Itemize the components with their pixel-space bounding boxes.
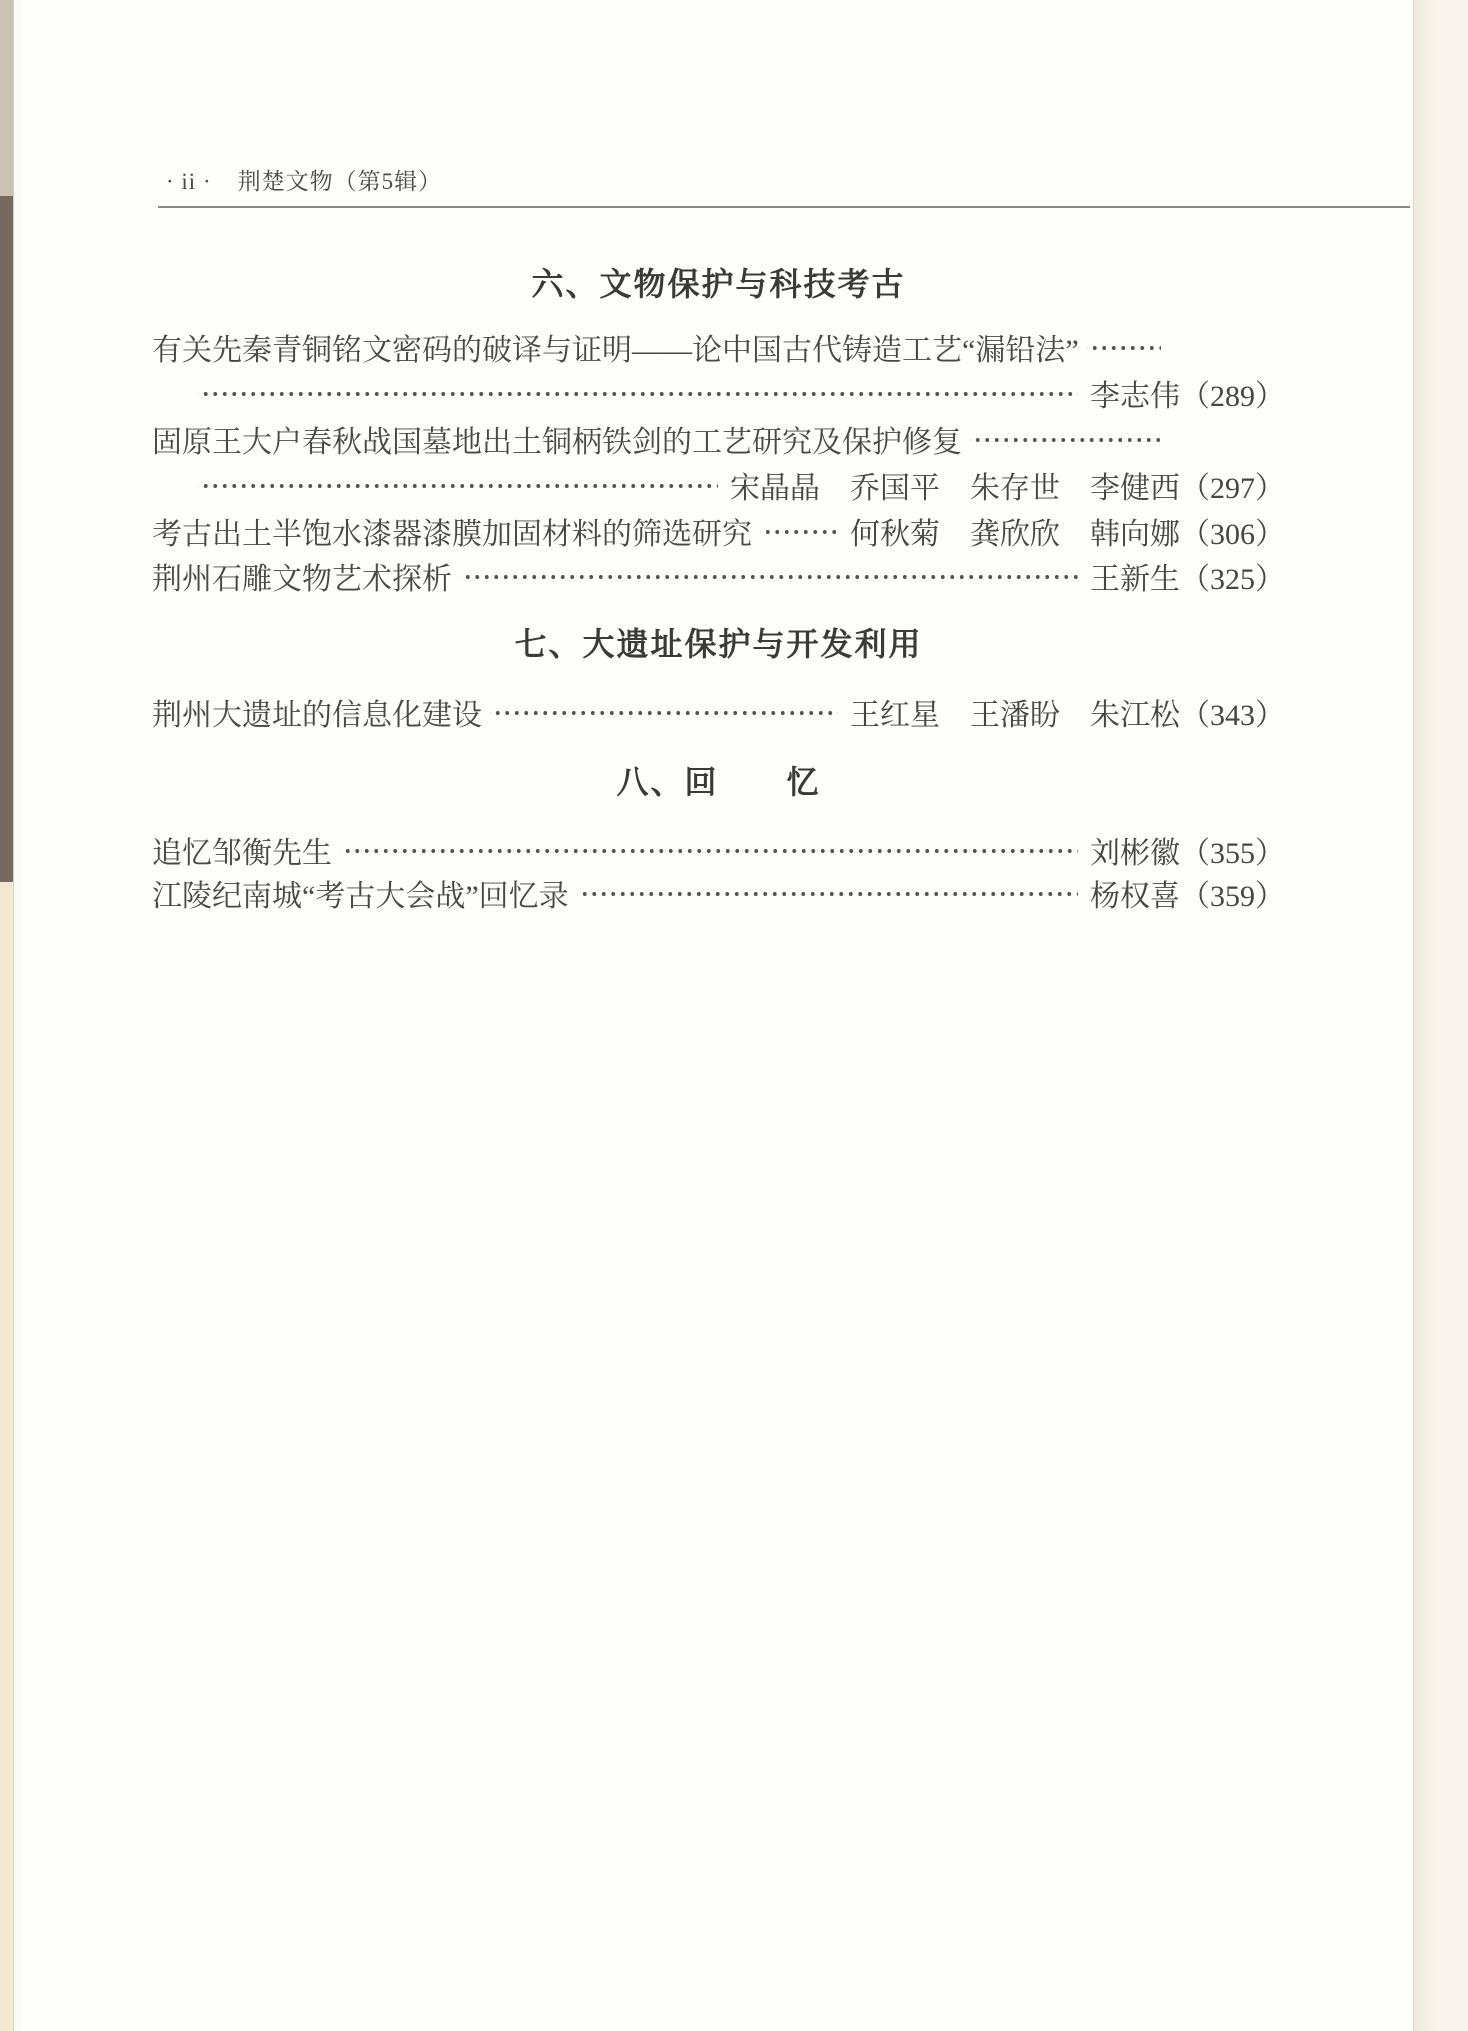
toc-continuation-line	[152, 373, 1285, 413]
toc-entry-title: 荆州石雕文物艺术探析	[152, 563, 452, 596]
toc-entry-page: （343）	[1180, 699, 1285, 732]
toc-entry-line	[152, 556, 1285, 596]
toc-entry-line	[152, 419, 1285, 459]
page-number: · ii ·	[166, 169, 212, 194]
toc-entry-line	[152, 830, 1285, 870]
toc-entry-line	[152, 692, 1285, 732]
leader-dots	[198, 373, 1078, 413]
toc-entry-title: 江陵纪南城“考古大会战”回忆录	[152, 880, 569, 913]
toc-entry-authors: 王新生	[1090, 563, 1180, 596]
toc-entry-title: 追忆邹衡先生	[152, 837, 332, 870]
toc-entry-title: 固原王大户春秋战国墓地出土铜柄铁剑的工艺研究及保护修复	[152, 426, 962, 459]
toc-continuation-line	[152, 465, 1285, 505]
leader-dots	[340, 830, 1078, 870]
section-heading: 六、文物保护与科技考古	[531, 266, 906, 302]
toc-entry-page: （297）	[1180, 472, 1285, 505]
toc-entry-line	[152, 511, 1285, 551]
toc-entry-authors: 杨权喜	[1090, 880, 1180, 913]
right-page-edge	[1413, 0, 1468, 2031]
toc-entry-line	[152, 327, 1285, 367]
leader-dots	[760, 511, 838, 551]
toc-entry-authors: 王红星 王潘盼 朱江松	[850, 699, 1180, 732]
toc-entry-authors: 刘彬徽	[1090, 837, 1180, 870]
toc-entry-page: （325）	[1180, 563, 1285, 596]
leader-dots	[970, 419, 1160, 459]
toc-entry-page: （289）	[1180, 380, 1285, 413]
book-gutter-strip-top	[0, 0, 13, 196]
toc-entry-authors: 李志伟	[1090, 380, 1180, 413]
toc-entry-authors: 宋晶晶 乔国平 朱存世 李健西	[730, 472, 1180, 505]
leader-dots	[490, 692, 838, 732]
toc-entry-authors: 何秋菊 龚欣欣 韩向娜	[850, 518, 1180, 551]
leader-dots	[577, 873, 1078, 913]
book-title: 荆楚文物（第5辑）	[237, 169, 443, 194]
book-gutter-strip-middle	[0, 196, 13, 882]
toc-entry-title: 有关先秦青铜铭文密码的破译与证明——论中国古代铸造工艺“漏铅法”	[152, 334, 1079, 367]
toc-entry-page: （359）	[1180, 880, 1285, 913]
leader-dots	[198, 465, 718, 505]
toc-entry-page: （355）	[1180, 837, 1285, 870]
toc-entry-page: （306）	[1180, 518, 1285, 551]
book-gutter-strip-bottom	[0, 882, 13, 2031]
leader-dots	[460, 556, 1078, 596]
page-header	[166, 163, 442, 196]
header-rule	[158, 206, 1410, 208]
toc-entry-line	[152, 873, 1285, 913]
section-heading: 八、回 忆	[616, 764, 821, 800]
page-edge-highlight	[13, 0, 22, 2031]
toc-entry-title: 考古出土半饱水漆器漆膜加固材料的筛选研究	[152, 518, 752, 551]
toc-entry-title: 荆州大遗址的信息化建设	[152, 699, 482, 732]
section-heading: 七、大遗址保护与开发利用	[514, 626, 923, 662]
leader-dots	[1087, 327, 1161, 367]
